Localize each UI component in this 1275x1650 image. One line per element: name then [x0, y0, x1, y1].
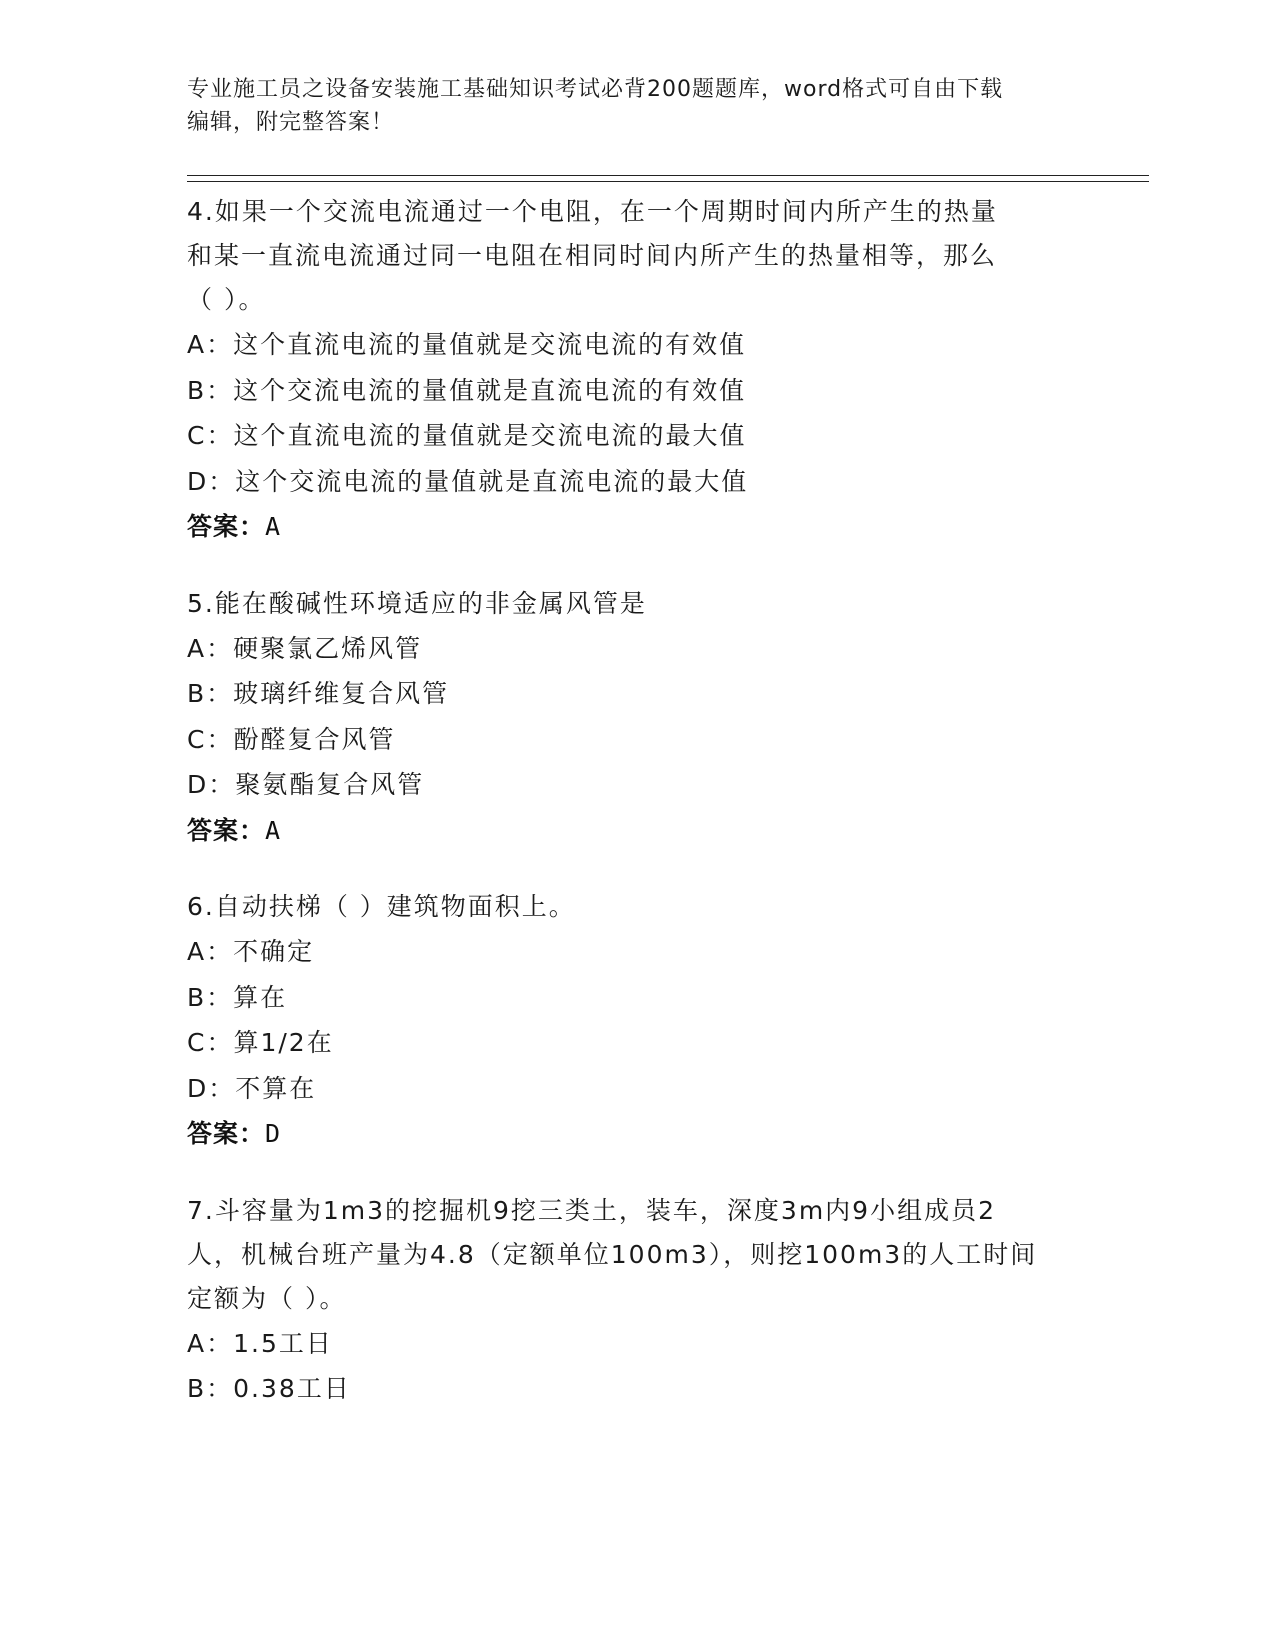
header-divider-top — [187, 175, 1149, 176]
answer-value: A — [265, 815, 282, 845]
option-b: B：玻璃纤维复合风管 — [187, 679, 450, 708]
question-text-line: 7.斗容量为1m3的挖掘机9挖三类土，装车，深度3m内9小组成员2 — [187, 1195, 996, 1225]
answer-line — [187, 1111, 1087, 1157]
option-d: D：聚氨酯复合风管 — [187, 770, 425, 799]
option-d: D：不算在 — [187, 1073, 317, 1103]
answer-line — [187, 504, 1087, 550]
answer-label: 答案： — [187, 512, 266, 541]
option-b: B：算在 — [187, 982, 288, 1012]
question-text-line: 和某一直流电流通过同一电阻在相同时间内所产生的热量相等，那么 — [187, 241, 998, 270]
question-text-line: 4.如果一个交流电流通过一个电阻，在一个周期时间内所产生的热量 — [187, 197, 998, 226]
question-text-line: 5.能在酸碱性环境适应的非金属风管是 — [187, 588, 647, 618]
question-text-line: 6.自动扶梯（ ）建筑物面积上。 — [187, 892, 576, 921]
answer-label: 答案： — [187, 1119, 266, 1148]
option-c: C：酚醛复合风管 — [187, 724, 396, 754]
question-text-line: （ ）。 — [187, 285, 266, 314]
header-title-line-1: 专业施工员之设备安装施工基础知识考试必背200题题库，word格式可自由下载 — [187, 77, 1004, 102]
question-4-text — [187, 190, 1087, 322]
document-header — [187, 73, 1067, 139]
question-5 — [187, 582, 1087, 854]
option-c: C：这个直流电流的量值就是交流电流的最大值 — [187, 421, 747, 450]
answer-value: A — [265, 512, 282, 541]
answer-value: D — [265, 1119, 282, 1148]
question-7 — [187, 1189, 1087, 1412]
question-text-line: 定额为（ ）。 — [187, 1283, 347, 1313]
option-b: B：这个交流电流的量值就是直流电流的有效值 — [187, 375, 747, 405]
option-a: A：硬聚氯乙烯风管 — [187, 633, 423, 663]
header-divider-bottom — [187, 181, 1149, 182]
question-text-line: 人，机械台班产量为4.8（定额单位100m3），则挖100m3的人工时间 — [187, 1239, 1038, 1269]
answer-line — [187, 808, 1087, 854]
option-d: D：这个交流电流的量值就是直流电流的最大值 — [187, 466, 749, 496]
question-6 — [187, 885, 1087, 1157]
option-c: C：算1/2在 — [187, 1028, 334, 1057]
option-a: A：这个直流电流的量值就是交流电流的有效值 — [187, 330, 747, 359]
question-7-text — [187, 1189, 1087, 1321]
question-4 — [187, 190, 1087, 550]
option-a: A：不确定 — [187, 937, 315, 966]
answer-label: 答案： — [187, 815, 266, 845]
option-b: B：0.38工日 — [187, 1374, 351, 1403]
header-title-line-2: 编辑，附完整答案！ — [187, 110, 395, 135]
question-6-text — [187, 885, 1087, 929]
question-list — [187, 190, 1087, 1444]
option-a: A：1.5工日 — [187, 1328, 333, 1358]
question-5-text — [187, 582, 1087, 626]
